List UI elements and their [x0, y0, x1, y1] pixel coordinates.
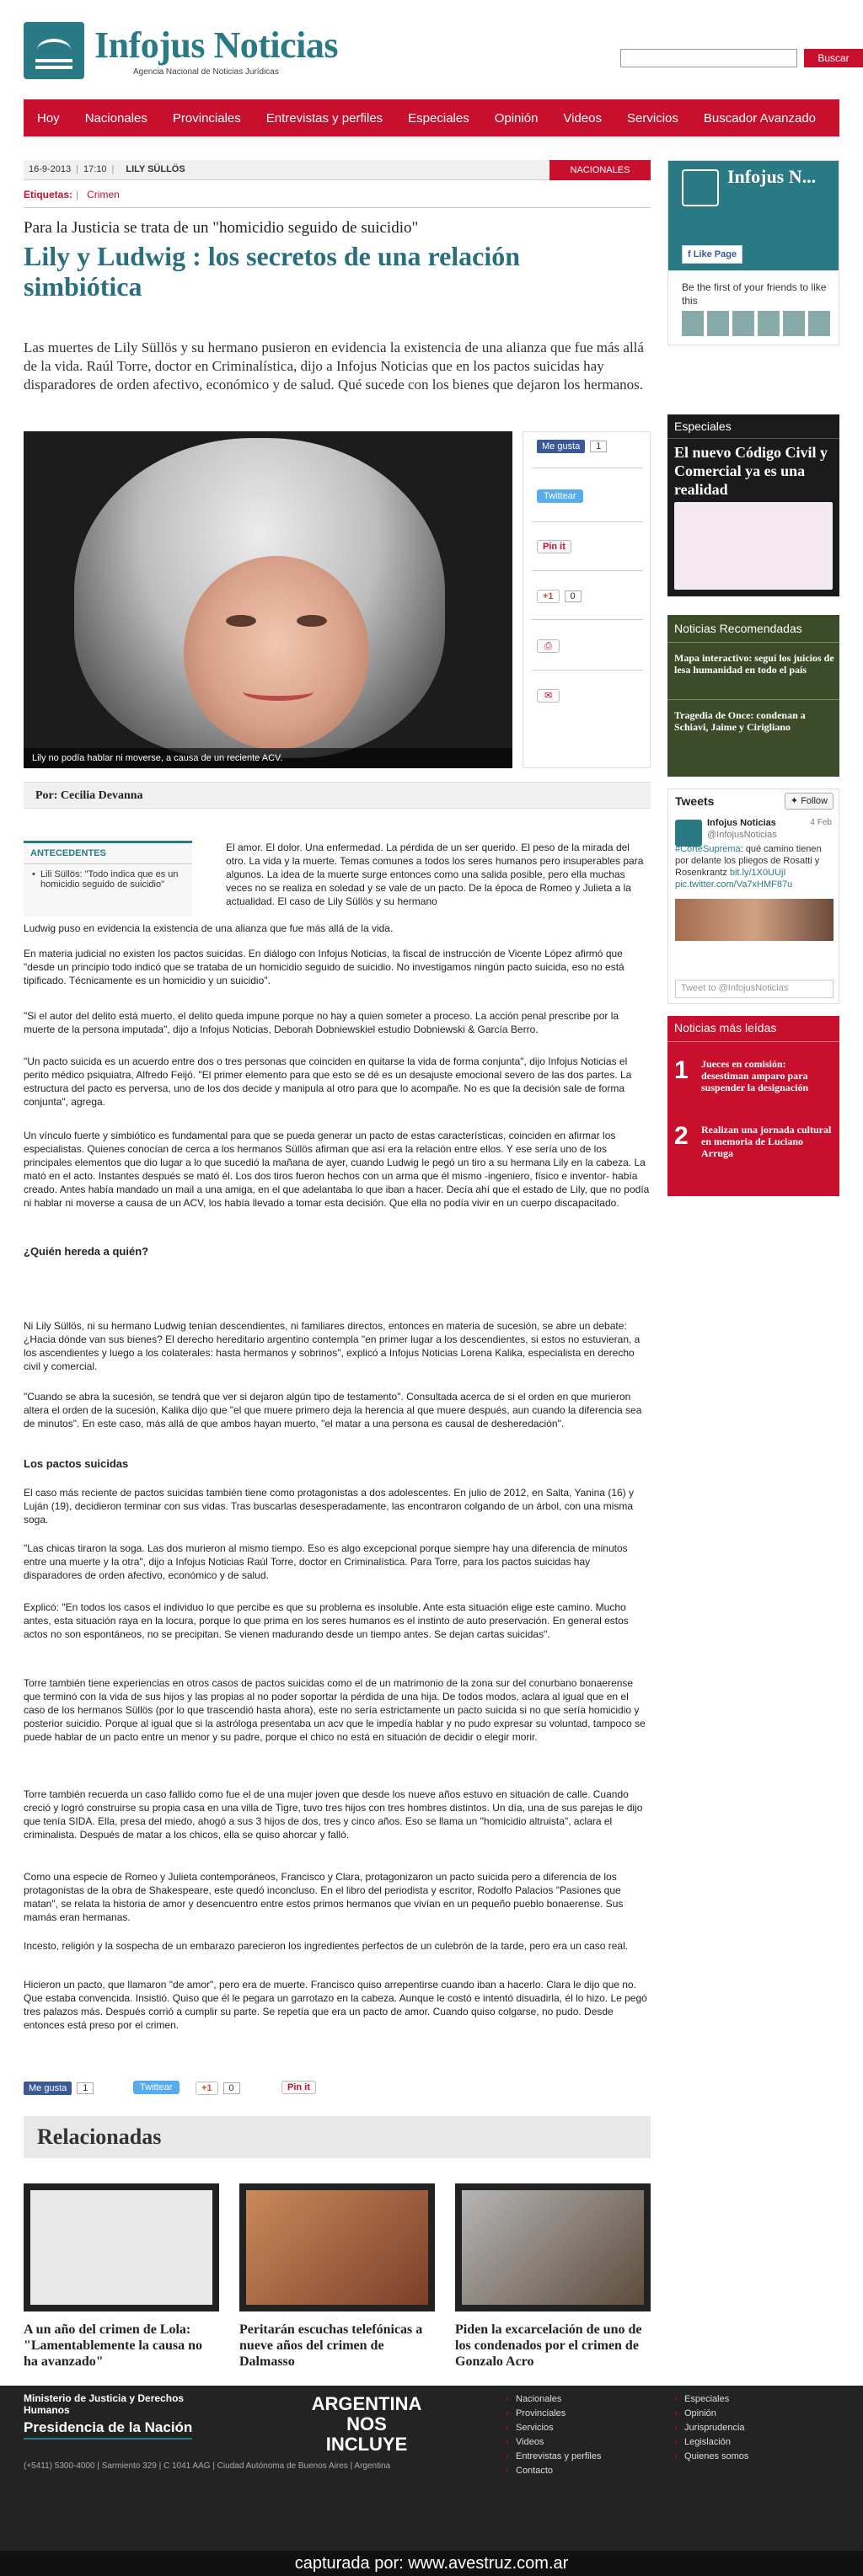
article-date: 16-9-2013: [29, 164, 72, 174]
fb-friend-thumbs: [682, 311, 830, 336]
tweet-date: 4 Feb: [810, 818, 832, 827]
article-lead: Las muertes de Lily Süllös y su hermano pusieron en evidencia la existencia de una alianza que fue más allá de la vida. Raúl Torre, doctor en Criminalística, dijo a Infojus Noticias que en los pactos suicidas hay disparadores de orden afectivo, económico y de salud. Qué sucede con los bienes que dejaron los hermanos.: [24, 339, 644, 393]
article-byline: Por: Cecilia Devanna: [24, 782, 651, 809]
main-nav: [24, 99, 839, 138]
tweet-handle: @InfojusNoticias: [707, 830, 777, 840]
article-headline: Lily y Ludwig : los secretos de una relación simbiótica: [24, 241, 521, 302]
tweet-to-input[interactable]: Tweet to @InfojusNoticias: [675, 980, 834, 998]
footer-link[interactable]: › Entrevistas y perfiles: [506, 2451, 657, 2461]
footer-links-col2: [674, 2394, 826, 2466]
mas-leida-link[interactable]: Realizan una jornada cultural en memoria de Luciano Arruga: [701, 1124, 832, 1159]
antecedentes-title: ANTECEDENTES: [24, 843, 192, 864]
footer-presidencia: Presidencia de la Nación: [24, 2419, 192, 2440]
section-badge[interactable]: NACIONALES: [549, 160, 651, 180]
twitter-tweet-button[interactable]: Twittear: [537, 489, 583, 503]
twitter-bird-icon: ✦: [790, 796, 799, 806]
logo-tagline: Agencia Nacional de Noticias Jurídicas: [133, 67, 279, 77]
site-header: [24, 17, 850, 93]
email-icon[interactable]: ✉: [537, 689, 560, 703]
footer-links-col1: [506, 2394, 657, 2480]
fb-page-name[interactable]: Infojus N...: [727, 166, 817, 187]
paragraph: "Las chicas tiraron la soga. Las dos murieron al mismo tiempo. Eso es algo excepcional porque siempre hay una diferencia de minutos entre una muerte y la otra", dijo a Infojus Noticias Raúl Torre, doctor en Criminalística. Para Torre, para los pactos suicidas hay disparadores de orden afectivo, económico y de salud.: [24, 1542, 628, 1581]
footer-link[interactable]: › Quienes somos: [674, 2451, 826, 2461]
bottom-share-bar: Me gusta 1 Twittear +1 0 Pin it: [24, 2082, 361, 2101]
fb-first-friends: Be the first of your friends to like this: [682, 281, 827, 307]
paragraph: El caso más reciente de pactos suicidas también tiene como protagonistas a dos adolescentes. En julio de 2012, en Salta, Yanina (16) y Luján (19), decidieron terminar con sus vidas. Tras buscarlas desesperadamente, las encontraron colgando de un árbol, con una misma soga.: [24, 1487, 634, 1526]
especiales-label: Especiales: [674, 420, 732, 433]
recomendada-link[interactable]: Tragedia de Once: condenan a Schiavi, Jaime y Cirigliano: [674, 709, 806, 733]
facebook-like-button[interactable]: Me gusta: [24, 2082, 72, 2095]
google-plus-button[interactable]: +1: [196, 2082, 218, 2095]
paragraph: "Un pacto suicida es un acuerdo entre dos o tres personas que coinciden en quitarse la vida de forma conjunta", dijo Infojus Noticias el perito médico psiquiatra, Alfredo Feijó. "El primer elemento para que esto se dé es un desajuste emocional severo de las dos partes. La estructura del pacto es perversa, uno de los dos decide y manipula al otro para que lo acompañe. No es que la decisión sale de forma conjunta", agrega.: [24, 1056, 632, 1108]
nav-item-provinciales[interactable]: Provinciales: [172, 110, 241, 126]
site-footer: [0, 2386, 863, 2576]
related-image: [455, 2183, 651, 2311]
tweet-author[interactable]: Infojus Noticias: [707, 818, 776, 828]
search-input[interactable]: [620, 49, 797, 67]
footer-link[interactable]: › Especiales: [674, 2394, 826, 2404]
photo-caption: Lily no podía hablar ni moverse, a causa de un reciente ACV.: [24, 748, 512, 768]
footer-address: (+5411) 5300-4000 | Sarmiento 329 | C 1041 AAG | Ciudad Autónoma de Buenos Aires | Argentina: [24, 2461, 391, 2471]
footer-link[interactable]: › Jurisprudencia: [674, 2423, 826, 2433]
related-headline[interactable]: Piden la excarcelación de uno de los condenados por el crimen de Gonzalo Acro: [455, 2322, 642, 2369]
footer-link[interactable]: › Opinión: [674, 2408, 826, 2418]
tweet-text: #CorteSuprema: qué camino tienen por delante los pliegos de Rosatti y Rosenkrantz bit.ly/1X0UUjI pic.twitter.com/Va7xHMF87u: [675, 844, 822, 890]
tags-label: Etiquetas:: [24, 189, 73, 200]
antecedentes-box: [24, 841, 192, 917]
paragraph: El amor. El dolor. Una enfermedad. La pérdida de un ser querido. El peso de la mirada del otro. La vida y la muerte. Temas comunes a todos los seres humanos pero insuperables para algunos. La idea de la muerte surge entonces como una salida posible, pero ella muchas veces no se realiza en soledad y se vale de un pacto. De la época de Romeo y Julieta a la actualidad. El caso de Lily Süllös y su hermano: [226, 842, 644, 907]
capture-credit: capturada por: www.avestruz.com.ar: [0, 2551, 863, 2576]
footer-link[interactable]: › Provinciales: [506, 2408, 657, 2418]
subhead-pactos: Los pactos suicidas: [24, 1457, 129, 1470]
pinterest-button[interactable]: Pin it: [281, 2081, 316, 2094]
twitter-widget: [667, 788, 839, 1004]
nav-item-nacionales[interactable]: Nacionales: [84, 110, 147, 126]
print-icon[interactable]: ⎙: [537, 639, 560, 653]
facebook-like-count: 1: [590, 441, 607, 452]
paragraph: En materia judicial no existen los pactos suicidas. En diálogo con Infojus Noticias, la fiscal de instrucción de Vicente López afirmó que "desde un principio todo indicó que se trataba de un homicidio seguido de suicidio. No investigamos ningún pacto suicida, eso no está tipificado. Técnicamente es un homicidio y un suicidio".: [24, 948, 624, 986]
tweet-hashtag[interactable]: #CorteSuprema: [675, 844, 741, 854]
facebook-page-widget: [667, 160, 839, 345]
subhead-herencia: ¿Quién hereda a quién?: [24, 1245, 149, 1258]
divider: [24, 207, 651, 208]
rank-number: 2: [674, 1122, 689, 1150]
especiales-box[interactable]: [667, 414, 839, 596]
site-logo[interactable]: [24, 17, 361, 84]
search-button[interactable]: Buscar: [804, 49, 863, 67]
nav-item-opinion[interactable]: Opinión: [494, 110, 539, 126]
nav-item-especiales[interactable]: Especiales: [408, 110, 469, 126]
facebook-like-button[interactable]: Me gusta: [537, 440, 585, 453]
footer-argentina-logo: ARGENTINA NOS INCLUYE: [311, 2393, 422, 2455]
tweets-title: Tweets: [675, 794, 715, 808]
recomendada-link[interactable]: Mapa interactivo: seguí los juicios de lesa humanidad en todo el país: [674, 652, 834, 676]
fb-like-page-button[interactable]: f Like Page: [682, 245, 742, 264]
article-meta: 16-9-2013 | 17:10 | LILY SÜLLÖS NACIONALES: [24, 160, 651, 180]
logo-name: Infojus Noticias: [94, 24, 339, 66]
paragraph: Explicó: "En todos los casos el individuo lo que percibe es que su problema es insoluble. Ante esta situación elige este camino. Mucho antes, esta situación raya en la locura, porque lo que prima en los seres humanos es el instinto de auto preservación. En general estos actos no son espontáneos, no se precipitan. Se vienen madurando desde un tiempo antes. Se dejan cartas suicidas".: [24, 1601, 629, 1640]
paragraph: "Si el autor del delito está muerto, el delito queda impune porque no hay a quien someter a proceso. La acción penal prescribe por la muerte de la persona imputada", dijo a Infojus Noticias, Deborah Dobniewskiel estudio Dobniewski & García Berro.: [24, 1010, 619, 1035]
tweet-image[interactable]: [675, 899, 834, 941]
footer-link[interactable]: › Nacionales: [506, 2394, 657, 2404]
article-author-short: LILY SÜLLÖS: [126, 164, 185, 174]
paragraph: Incesto, religión y la sospecha de un embarazo parecieron los ingredientes perfectos de un culebrón de la tarde, pero era un caso real.: [24, 1940, 629, 1952]
nav-item-hoy[interactable]: Hoy: [37, 110, 60, 126]
tags: Etiquetas: | Crimen: [24, 189, 120, 200]
footer-link[interactable]: › Contacto: [506, 2466, 657, 2476]
portrait-image: [74, 438, 445, 758]
related-section: [24, 2116, 651, 2369]
tweet-pic-link[interactable]: pic.twitter.com/Va7xHMF87u: [675, 879, 793, 890]
twitter-follow-button[interactable]: ✦ Follow: [785, 793, 834, 810]
footer-ministerio: Ministerio de Justicia y Derechos Humanos: [24, 2392, 185, 2416]
especiales-image: [674, 502, 833, 590]
nav-item-servicios[interactable]: Servicios: [627, 110, 678, 126]
rank-number: 1: [674, 1056, 689, 1084]
article-time: 17:10: [83, 164, 107, 174]
book-logo-icon: [24, 22, 84, 79]
tweet-link[interactable]: bit.ly/1X0UUjI: [729, 868, 786, 878]
article-photo: [24, 431, 512, 768]
related-headline[interactable]: Peritarán escuchas telefónicas a nueve años del crimen de Dalmasso: [239, 2322, 423, 2369]
twitter-tweet-button[interactable]: Twittear: [133, 2081, 180, 2094]
related-headline[interactable]: A un año del crimen de Lola: "Lamentablemente la causa no ha avanzado": [24, 2322, 202, 2369]
especiales-title[interactable]: El nuevo Código Civil y Comercial ya es una realidad: [674, 444, 828, 498]
paragraph: Un vínculo fuerte y simbiótico es fundamental para que se pueda generar un pacto de estas características, coinciden en afirmar los especialistas. Quienes conocían de cerca a los hermanos Süllös afirman que así era la relación entre ellos. Y ese sería uno de los principales elementos que dio lugar a lo que sucedió la mañana de ayer, cuando Ludwig le pegó un tiro a su hermana Lily en la cabeza. La mató en el acto. Instantes después se mató él. Los dos tiros fueron hechos con un arma que él mismo -ingeniero, físico e inventor- había creado. Antes había mandado un mail a una amiga, en el que adelantaba lo que iban a hacer. Decía ahí que el estado de Lily, que no podía ni hablar ni moverse a causa de un ACV, los había llevado a tomar esta decisión. Que ella no podía vivir en un cuerpo discapacitado.: [24, 1130, 650, 1209]
paragraph: Ni Lily Süllös, ni su hermano Ludwig tenían descendientes, ni familiares directos, entonces en materia de sucesión, se abre un debate: ¿Hacia dónde van sus bienes? El derecho hereditario argentino contempla "en primer lugar a los descendientes, si estos no estuvieran, a los ascendientes y luego a los colaterales: hasta hermanos y sobrinos", explicó a Infojus Noticias Lorena Kalika, especialista en derecho civil y comercial.: [24, 1320, 641, 1372]
paragraph: Torre también recuerda un caso fallido como fue el de una mujer joven que desde los nueve años estuvo en situación de calle. Cuando creció y logró construirse su propia casa en una villa de Tigre, tuvo tres hijos con tres hombres distintos. Un día, una de sus parejas le dijo que tenía SIDA. Ella, presa del miedo, ahogó a sus 3 hijos de dos, tres y cinco años. Eso se llama un "homicidio altruista", aclara el criminalista. Después de matar a los chicos, ella se quiso ahorcar y falló.: [24, 1788, 643, 1841]
antecedentes-link[interactable]: • Lili Süllös: "Todo indica que es un homicidio seguido de suicidio": [24, 864, 192, 890]
recomendadas-box: [667, 615, 839, 777]
share-column: [523, 431, 651, 768]
nav-item-buscador[interactable]: Buscador Avanzado: [703, 110, 817, 126]
paragraph: Como una especie de Romeo y Julieta contemporáneos, Francisco y Clara, protagonizaron un pacto suicida pero a diferencia de los protagonistas de la obra de Shakespeare, este quedó inconcluso. En el libro del periodista y escritor, Rodolfo Palacios "Pasiones que matan", se relata la historia de amor y desencuentro entre estos primos hermanos que vivían en un pequeño pueblo bonaerense. Sus mamás eran hermanas.: [24, 1871, 624, 1923]
page-avatar: [682, 169, 719, 206]
nav-item-videos[interactable]: Videos: [563, 110, 603, 126]
related-image: [24, 2183, 219, 2311]
footer-link[interactable]: › Legislación: [674, 2437, 826, 2447]
paragraph: Ludwig puso en evidencia la existencia de una alianza que fue más allá de la vida.: [24, 922, 394, 934]
pinterest-button[interactable]: Pin it: [537, 540, 571, 553]
article-kicker: Para la Justicia se trata de un "homicidio seguido de suicidio": [24, 219, 419, 237]
recomendadas-label: Noticias Recomendadas: [674, 622, 802, 635]
mas-leida-link[interactable]: Jueces en comisión: desestiman amparo para suspender la designación: [701, 1058, 809, 1093]
google-plus-count: 0: [565, 591, 582, 602]
tag-link[interactable]: Crimen: [87, 189, 120, 200]
nav-item-entrevistas[interactable]: Entrevistas y perfiles: [265, 110, 383, 126]
related-title: Relacionadas: [37, 2124, 162, 2149]
footer-link[interactable]: › Servicios: [506, 2423, 657, 2433]
paragraph: "Cuando se abra la sucesión, se tendrá que ver si dejaron algún tipo de testamento". Consultada acerca de si el orden en que murieron altera el orden de la sucesión, Kalika dijo que "el que muere primero deja la herencia al que muere después, aun cuando la diferencia sea de minutos". En este caso, más allá de que ambos hayan muerto, "el matar a una persona es causal de desheredación".: [24, 1391, 642, 1430]
google-plus-button[interactable]: +1: [537, 590, 560, 603]
mas-leidas-label: Noticias más leídas: [674, 1021, 777, 1034]
paragraph: Torre también tiene experiencias en otros casos de pactos suicidas como el de un matrimonio de la zona sur del conurbano bonaerense que terminó con la vida de sus hijos y las propias al no poder soportar la pérdida de una hija. De todos modos, aclara al igual que en el caso de los hermanos Süllös (por lo que trascendió hasta ahora), este no sería estrictamente un pacto suicida si no que sería homicidio y posterior suicidio. Porque al igual que si la astróloga presentaba un acv que le impedía hablar y no pudo expresar su voluntad, tampoco se puede hablar de un pacto entre un menor y su padre, porque el chico no está en situación de decidir o elegir morir.: [24, 1677, 646, 1743]
footer-link[interactable]: › Videos: [506, 2437, 657, 2447]
paragraph: Hicieron un pacto, que llamaron "de amor", pero era de muerte. Francisco quiso arrepentirse cuando iban a hacerlo. Clara le dijo que no. Que estaba convencida. Insistió. Quiso que él le pegara un garrotazo en la cabeza. Aunque le costó e intentó disuadirla, él lo hizo. Le pegó tres palazos más. Después corrió a cumplir su parte. Se repetía que era un pacto de amor. Cuando quiso colgarse, no pudo. Desde entonces está preso por el crimen.: [24, 1979, 647, 2031]
related-image: [239, 2183, 435, 2311]
mas-leidas-box: [667, 1016, 839, 1196]
